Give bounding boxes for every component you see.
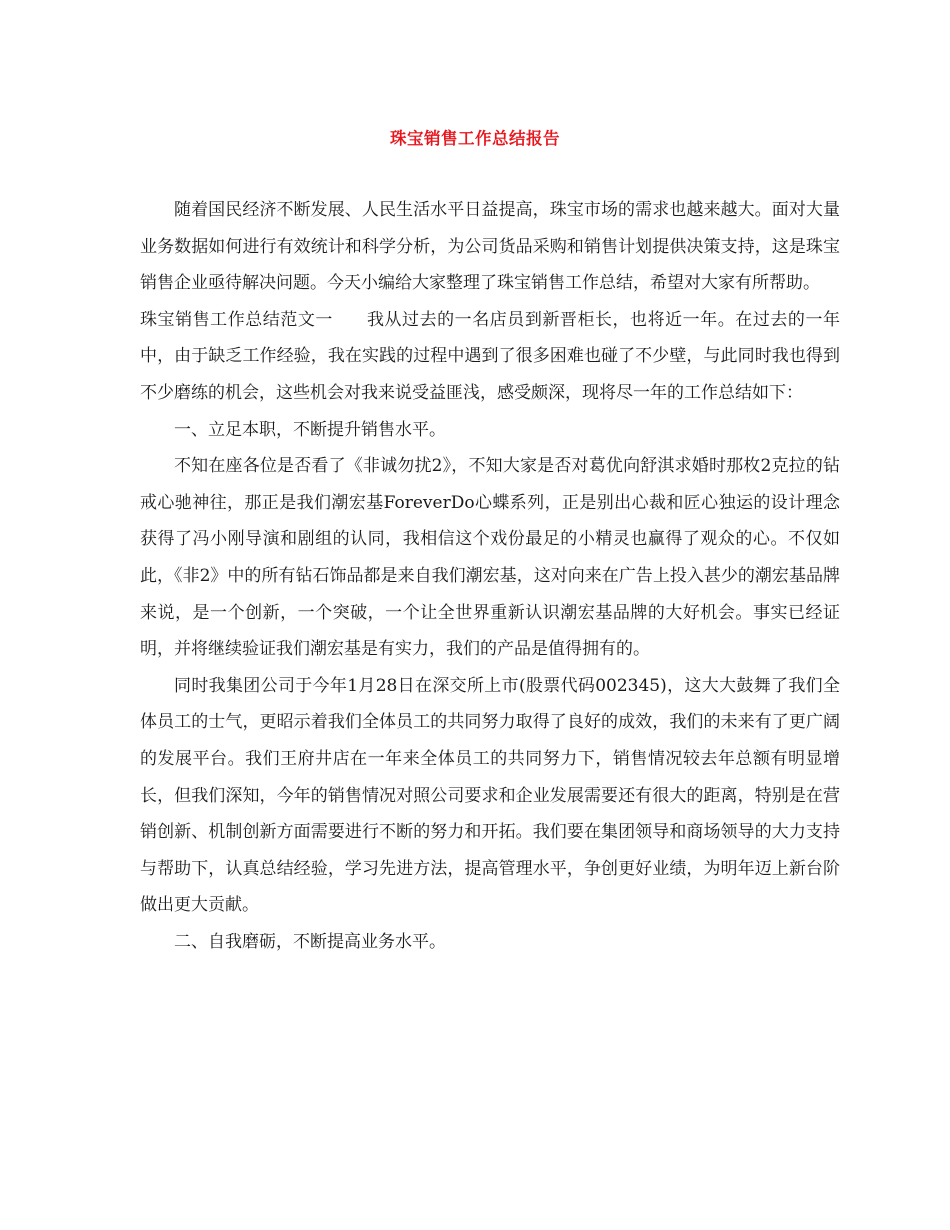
document-body: [140, 192, 840, 960]
sample-opening-text: 我从过去的一名店员到新晋柜长，也将近一年。在过去的一年中，由于缺乏工作经验，我在实践的过程中遇到了很多困难也碰了不少壁，与此同时我也得到不少磨练的机会，这些机会对我来说受益匪浅，感受颇深，现将尽一年的工作总结如下：: [140, 309, 841, 403]
film-paragraph: 不知在座各位是否看了《非诚勿扰2》，不知大家是否对葛优向舒淇求婚时那枚2克拉的钻戒心驰神往，那正是我们潮宏基ForeverDo心蝶系列，正是别出心裁和匠心独运的设计理念获得了冯小刚导演和剧组的认同，我相信这个戏份最足的小精灵也赢得了观众的心。不仅如此，《非2》中的所有钻石饰品都是来自我们潮宏基，这对向来在广告上投入甚少的潮宏基品牌来说，是一个创新，一个突破，一个让全世界重新认识潮宏基品牌的大好机会。事实已经证明，并将继续验证我们潮宏基是有实力，我们的产品是值得拥有的。: [140, 456, 840, 660]
listing-paragraph: 同时我集团公司于今年1月28日在深交所上市(股票代码002345)，这大大鼓舞了我们全体员工的士气，更昭示着我们全体员工的共同努力取得了良好的成效，我们的未来有了更广阔的发展平台。我们王府井店在一年来全体员工的共同努力下，销售情况较去年总额有明显增长，但我们深知，今年的销售情况对照公司要求和企业发展需要还有很大的距离，特别是在营销创新、机制创新方面需要进行不断的努力和开拓。我们要在集团领导和商场领导的大力支持与帮助下，认真总结经验，学习先进方法，提高管理水平，争创更好业绩，为明年迈上新台阶做出更大贡献。: [140, 675, 840, 916]
section-heading-one: 一、立足本职，不断提升销售水平。: [174, 419, 446, 440]
document-title: 珠宝销售工作总结报告: [390, 129, 560, 148]
section-heading-two: 二、自我磨砺，不断提高业务水平。: [174, 931, 446, 952]
intro-paragraph: 随着国民经济不断发展、人民生活水平日益提高，珠宝市场的需求也越来越大。面对大量业务数据如何进行有效统计和科学分析，为公司货品采购和销售计划提供决策支持，这是珠宝销售企业亟待解决问题。今天小编给大家整理了珠宝销售工作总结，希望对大家有所帮助。: [140, 200, 840, 294]
sample-paragraph: [140, 302, 840, 412]
sample-label: 珠宝销售工作总结范文一: [140, 309, 333, 330]
